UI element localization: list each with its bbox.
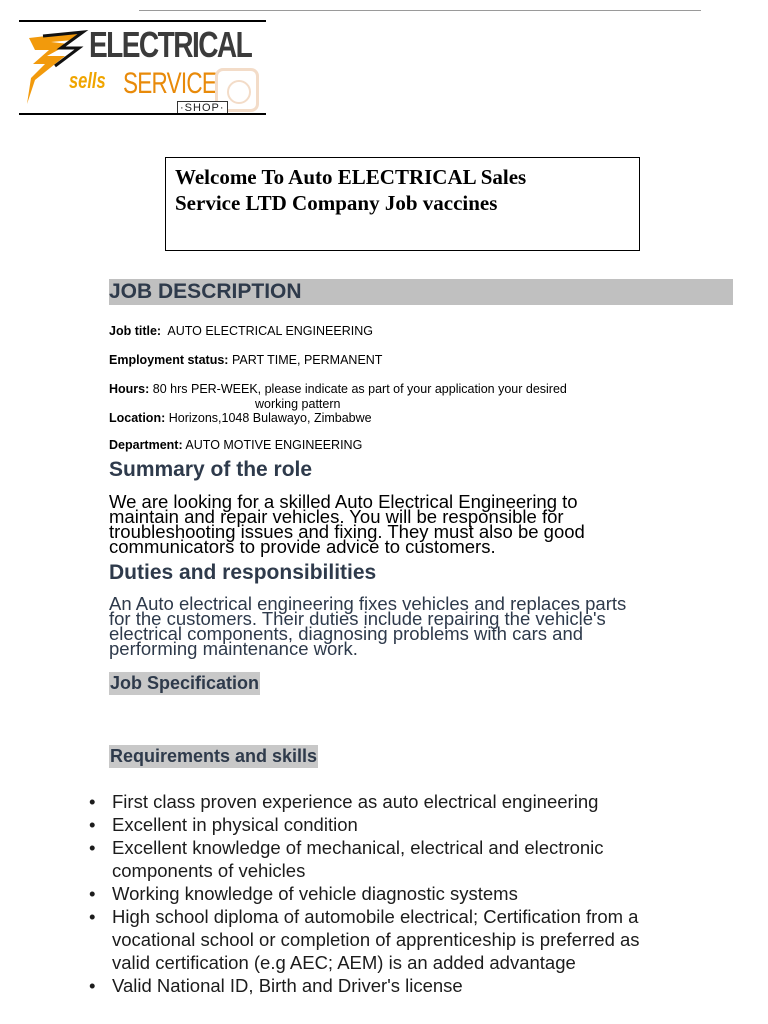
employment-status-label: Employment status: <box>109 353 229 367</box>
logo-electrical-text: ELECTRICAL <box>89 24 252 65</box>
summary-paragraph <box>109 491 585 557</box>
bullet-icon: • <box>89 791 96 812</box>
duties-paragraph <box>109 593 627 659</box>
requirements-list <box>84 790 640 997</box>
location-field <box>109 411 372 425</box>
top-rule <box>139 10 701 11</box>
summary-line: We are looking for a skilled Auto Electrical Engineering to <box>109 491 578 512</box>
job-specification-heading: Job Specification <box>110 673 260 693</box>
bullet-icon: • <box>89 883 96 904</box>
list-item: • High school diploma of automobile electrical; Certification from a vocational school or completion of apprenticeship is preferred as valid certification (e.g AEC; AEM) is an added advantage <box>89 906 640 973</box>
summary-line: maintain and repair vehicles. You will be responsible for <box>109 506 564 527</box>
job-title-value: AUTO ELECTRICAL ENGINEERING <box>167 324 373 338</box>
list-item: • Valid National ID, Birth and Driver's license <box>89 975 463 996</box>
employment-status-field <box>109 353 382 367</box>
duties-line: for the customers. Their duties include repairing the vehicle's <box>109 608 606 629</box>
logo-shop-text: ·SHOP· <box>177 101 228 115</box>
welcome-box <box>165 157 640 251</box>
welcome-line-2: Service LTD Company Job vaccines <box>175 191 498 215</box>
employment-status-value: PART TIME, PERMANENT <box>231 353 383 367</box>
duties-heading: Duties and responsibilities <box>109 561 377 584</box>
bullet-icon: • <box>89 837 96 858</box>
location-value: Horizons,1048 Bulawayo, Zimbabwe <box>168 411 372 425</box>
summary-line: troubleshooting issues and fixing. They must also be good <box>109 521 585 542</box>
summary-heading: Summary of the role <box>109 458 313 481</box>
hours-field <box>109 382 567 396</box>
logo-sells-text: sells <box>69 68 106 93</box>
list-item: • Excellent in physical condition <box>89 814 358 835</box>
requirements-heading: Requirements and skills <box>110 746 318 766</box>
department-field <box>109 438 362 452</box>
welcome-line-1: Welcome To Auto ELECTRICAL Sales <box>175 165 527 189</box>
department-value: AUTO MOTIVE ENGINEERING <box>185 438 363 452</box>
list-item: • First class proven experience as auto electrical engineering <box>89 791 599 812</box>
job-title-field <box>109 324 373 338</box>
duties-line: An Auto electrical engineering fixes vehicles and replaces parts <box>109 593 627 614</box>
hours-value-continued: working pattern <box>255 397 341 411</box>
list-item: • Working knowledge of vehicle diagnostic systems <box>89 883 518 904</box>
job-title-label: Job title: <box>109 324 162 338</box>
summary-line: communicators to provide advice to customers. <box>109 536 496 557</box>
list-item: • Excellent knowledge of mechanical, electrical and electronic components of vehicles <box>89 837 604 881</box>
duties-line: electrical components, diagnosing problems with cars and <box>109 623 584 644</box>
bullet-icon: • <box>89 814 96 835</box>
location-label: Location: <box>109 411 166 425</box>
bullet-icon: • <box>89 975 96 996</box>
lightning-bolt-icon <box>21 26 91 106</box>
department-label: Department: <box>109 438 183 452</box>
hours-label: Hours: <box>109 382 150 396</box>
job-description-heading: JOB DESCRIPTION <box>109 279 733 305</box>
duties-line: performing maintenance work. <box>109 638 358 659</box>
logo-service-text: SERVICE <box>123 67 217 100</box>
bullet-icon: • <box>89 906 96 927</box>
company-logo <box>19 20 266 115</box>
hours-value: 80 hrs PER-WEEK, please indicate as part of your application your desired <box>152 382 567 396</box>
